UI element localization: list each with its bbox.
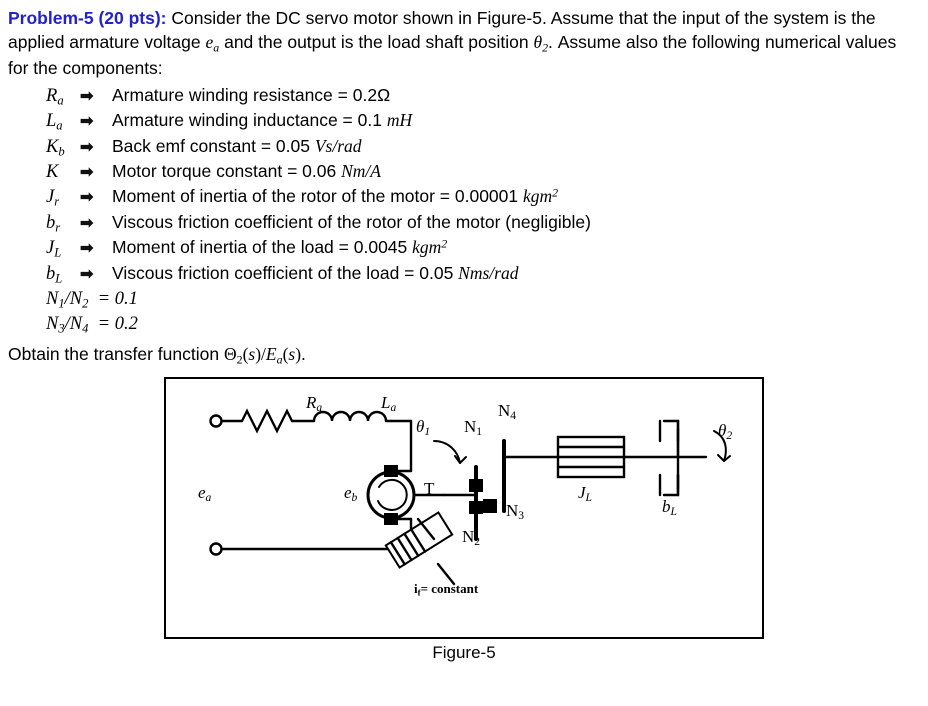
parameter-description: Back emf constant = 0.05 Vs/rad xyxy=(112,135,362,156)
figure-label-bL: $b_L$ xyxy=(662,496,677,519)
figure-container xyxy=(8,377,920,663)
problem-text-3: . Assume also the following numerical values for the components: xyxy=(8,32,897,78)
arrow-icon: ➡ xyxy=(80,189,94,207)
figure-label-La: $L_a$ xyxy=(381,392,397,415)
figure-label-T: T xyxy=(424,478,435,498)
parameter-description: Moment of inertia of the rotor of the motor = 0.00001 kgm$^2$ xyxy=(112,186,559,207)
arrow-icon: ➡ xyxy=(80,138,94,156)
symbol-theta2: $\theta_2$ xyxy=(533,32,549,55)
parameter-symbol: $R_a$ xyxy=(46,86,64,108)
parameter-row xyxy=(8,135,920,160)
figure-label-theta1: $\theta_1$ xyxy=(416,416,431,439)
figure-label-eb: $e_b$ xyxy=(344,482,358,505)
parameter-row xyxy=(8,160,920,185)
arrow-icon: ➡ xyxy=(80,88,94,106)
gear-ratio-row xyxy=(8,287,920,312)
figure-caption: Figure-5 xyxy=(432,642,496,662)
symbol-ea: $e_a$ xyxy=(205,32,220,55)
parameter-description: Moment of inertia of the load = 0.0045 kgm$^2$ xyxy=(112,236,448,258)
parameter-row xyxy=(8,84,920,109)
figure-label-JL: $J_L$ xyxy=(578,482,592,505)
parameter-description: Armature winding resistance = 0.2Ω xyxy=(112,85,391,106)
problem-statement xyxy=(8,6,920,80)
parameter-row xyxy=(8,185,920,210)
gear-ratio-row xyxy=(8,312,920,337)
parameter-symbol: K xyxy=(46,162,59,183)
figure-5-diagram xyxy=(164,377,764,639)
parameter-symbol: $b_L$ xyxy=(46,263,63,286)
parameter-symbol: $J_r$ xyxy=(46,187,60,209)
figure-label-theta2: $\theta_2$ xyxy=(718,420,733,443)
parameter-row xyxy=(8,236,920,261)
figure-label-ea: $e_a$ xyxy=(198,482,212,505)
parameter-symbol: $K_b$ xyxy=(46,136,65,159)
arrow-icon: ➡ xyxy=(80,113,94,131)
parameter-symbol: $J_L$ xyxy=(46,238,62,260)
parameter-description: Viscous friction coefficient of the rotor of the motor (negligible) xyxy=(112,211,591,232)
problem-label: Problem-5 (20 pts): xyxy=(8,8,167,28)
figure-label-N4: $N_4$ xyxy=(498,400,517,423)
gear-ratio-12: $N_1/N_2 = 0.1$ xyxy=(46,288,138,311)
problem-text-2: and the output is the load shaft position xyxy=(219,32,534,53)
parameter-symbol: $b_r$ xyxy=(46,212,61,235)
parameter-row xyxy=(8,262,920,287)
parameter-symbol: $L_a$ xyxy=(46,111,63,133)
arrow-icon: ➡ xyxy=(80,164,94,182)
figure-label-Ra: $R_a$ xyxy=(306,392,323,415)
arrow-icon: ➡ xyxy=(80,240,94,258)
parameter-list xyxy=(8,84,920,338)
parameter-description: Armature winding inductance = 0.1 mH xyxy=(112,110,413,131)
parameter-description: Viscous friction coefficient of the load = 0.05 Nms/rad xyxy=(112,262,519,283)
figure-label-N3: $N_3$ xyxy=(506,500,525,523)
figure-label-N2: $N_2$ xyxy=(462,526,481,549)
parameter-row xyxy=(8,109,920,134)
figure-label-field-current: $i_f=$ constant xyxy=(414,580,479,598)
arrow-icon: ➡ xyxy=(80,214,94,232)
parameter-description: Motor torque constant = 0.06 Nm/A xyxy=(112,161,381,182)
arrow-icon: ➡ xyxy=(80,265,94,283)
obtain-instruction: Obtain the transfer function $\Theta_2(s)/E_a(s)$. xyxy=(8,343,306,366)
gear-ratio-34: $N_3/N_4 = 0.2$ xyxy=(46,314,138,336)
parameter-row xyxy=(8,211,920,236)
figure-label-N1: $N_1$ xyxy=(464,416,483,439)
problem-text-1: Consider the DC servo motor shown in Figure-5. Assume that the input of the system is the applied armature voltage xyxy=(8,8,876,53)
